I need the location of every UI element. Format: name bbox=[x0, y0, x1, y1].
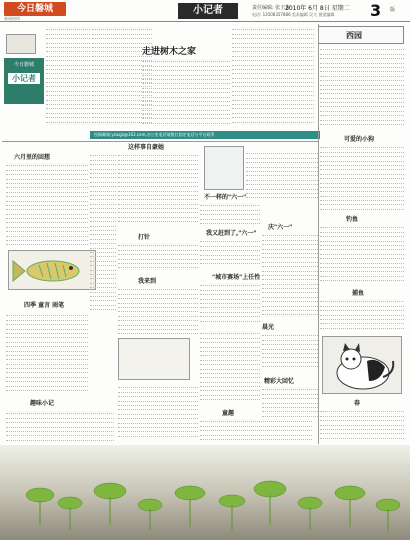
article-text-col bbox=[262, 332, 318, 372]
title-june-again: 我又赶到了,"六一" bbox=[206, 230, 257, 237]
article-text-col bbox=[246, 150, 318, 200]
submission-banner: 投稿邮箱:yzxqjz@163.com,办公室电话请拨打固定电话与平台联系 bbox=[90, 131, 320, 139]
title-different-june: 不一样的"六一" bbox=[204, 194, 247, 201]
article-text-col bbox=[90, 152, 116, 312]
article-text-col bbox=[262, 232, 318, 318]
article-text-col bbox=[200, 330, 260, 406]
article-text-col bbox=[200, 202, 260, 226]
title-june-memory: 六月里的回想 bbox=[14, 154, 51, 161]
article-text-col bbox=[118, 152, 198, 226]
article-text-col bbox=[320, 298, 404, 332]
page-unit: 版 bbox=[390, 7, 396, 13]
article-text-col bbox=[6, 162, 88, 248]
logo-subtitle: 新闻热线 bbox=[4, 16, 20, 21]
article-text-col bbox=[320, 46, 404, 128]
section-name: 小记者 bbox=[178, 3, 238, 19]
title-celebrate-june: 庆"六一" bbox=[268, 224, 293, 231]
article-text-col bbox=[118, 286, 198, 336]
article-text-col bbox=[142, 58, 230, 126]
title-catch-fish: 捕鱼 bbox=[352, 290, 365, 297]
editor-credit: 责任编辑: 张玉春 bbox=[252, 5, 291, 11]
sprouts-photo bbox=[0, 445, 410, 540]
title-story-1: 这样事自豪她 bbox=[128, 144, 165, 151]
article-text-col bbox=[200, 418, 312, 444]
masthead bbox=[0, 0, 410, 22]
article-text-col bbox=[118, 384, 198, 440]
badge-line2: 小记者 bbox=[8, 73, 40, 84]
page-number: 3 bbox=[370, 1, 382, 20]
cat-painting bbox=[322, 336, 402, 394]
article-text-col bbox=[320, 144, 404, 210]
article-text-col bbox=[118, 242, 198, 272]
divider bbox=[318, 24, 319, 444]
title-injection: 打针 bbox=[138, 234, 151, 241]
title-fun-notes: 趣味小记 bbox=[30, 400, 55, 407]
contact-info: 电话: 13508357886 美术编辑 吴大 视觉编辑 bbox=[252, 12, 335, 17]
title-spring: 春 bbox=[354, 400, 361, 407]
photo-children bbox=[204, 146, 244, 190]
article-text-col bbox=[320, 408, 404, 444]
article-text-col bbox=[46, 26, 90, 126]
badge-line1: 今日磐城 bbox=[13, 62, 34, 68]
article-text-col bbox=[320, 224, 404, 282]
article-text-col bbox=[262, 386, 318, 420]
article-text-col bbox=[200, 282, 260, 326]
title-morning-light: 晨光 bbox=[262, 324, 275, 331]
headline-walk-tree-home: 走进树木之家 bbox=[142, 47, 197, 57]
sprouts-illustration bbox=[0, 445, 410, 540]
title-childhood-fun: 童趣 bbox=[222, 410, 235, 417]
article-text-col bbox=[232, 26, 314, 126]
newspaper-logo: 今日磐城 bbox=[4, 2, 66, 16]
article-text-col bbox=[200, 238, 260, 268]
issue-date: 2010年 6月 8日 星期二 bbox=[285, 5, 350, 12]
cat-illustration bbox=[323, 337, 403, 395]
title-great-memory: 精彩大回忆 bbox=[264, 378, 295, 385]
title-city-arena: "城市赛场"上任性 bbox=[212, 274, 261, 281]
fish-illustration bbox=[9, 251, 97, 291]
title-cute-puppy: 可爱的小狗 bbox=[344, 136, 375, 143]
photo-top-left bbox=[6, 34, 36, 54]
title-fishing: 钓鱼 bbox=[346, 216, 359, 223]
title-i-came: 我来到 bbox=[138, 278, 157, 285]
junior-reporter-badge bbox=[4, 58, 44, 104]
article-text-col bbox=[6, 312, 88, 392]
title-xiyuan: 西园 bbox=[346, 31, 362, 40]
article-text-col bbox=[6, 410, 114, 444]
fish-drawing bbox=[8, 250, 96, 290]
title-four-seasons: 四季 童言 雨笔 bbox=[24, 302, 65, 309]
sketch-drawing bbox=[118, 338, 190, 380]
